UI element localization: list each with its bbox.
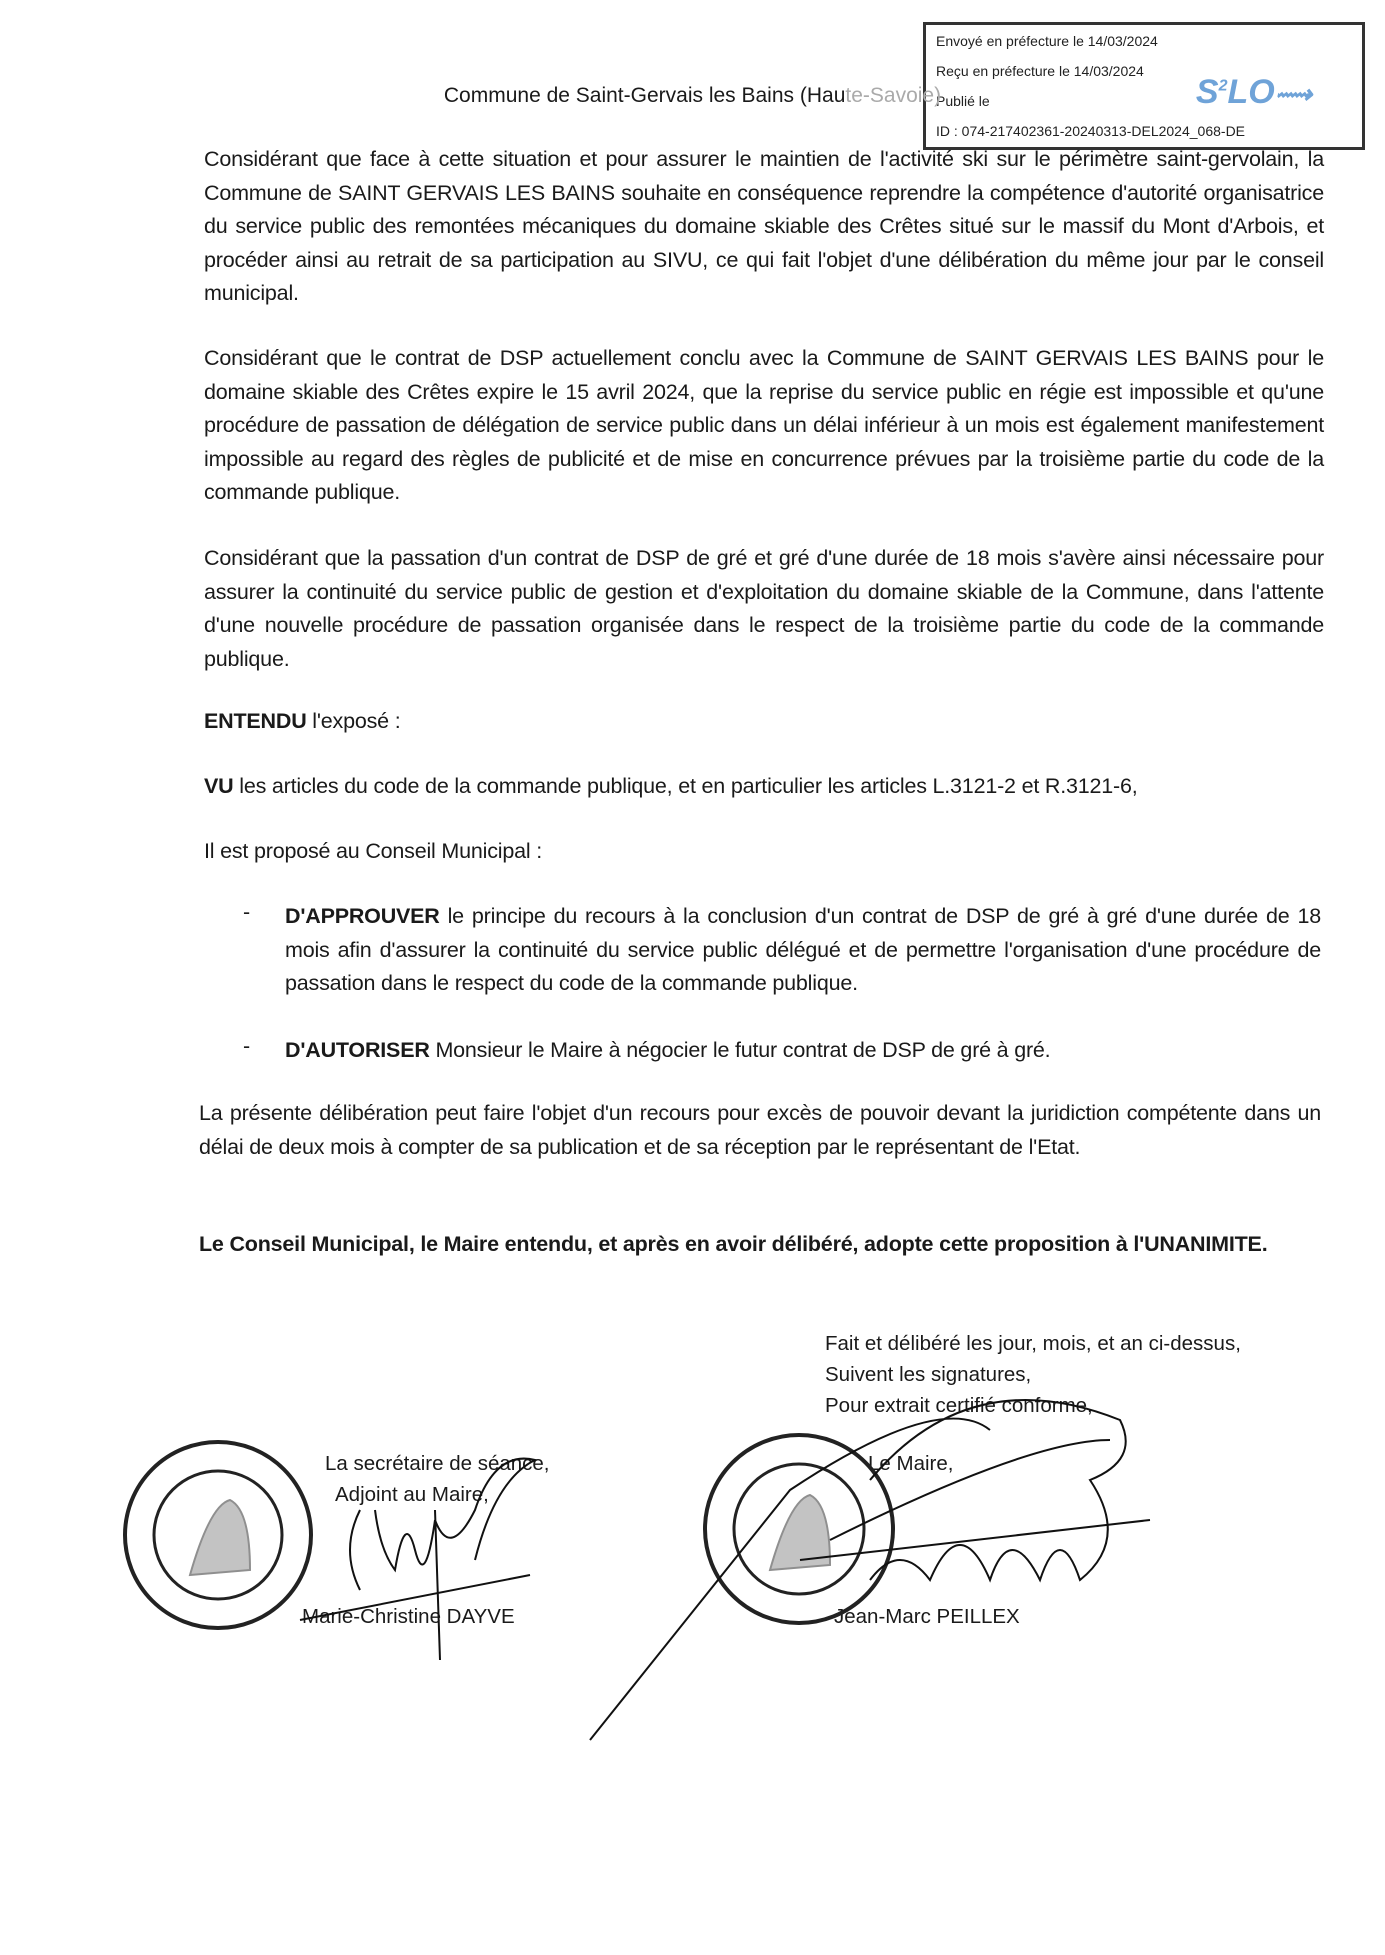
bullet-dash: - xyxy=(243,900,251,924)
entendu-bold: ENTENDU xyxy=(204,709,307,733)
signature-mayor xyxy=(590,1400,1150,1740)
closing-line: Pour extrait certifié conforme, xyxy=(825,1394,1093,1417)
secretary-role-2: Adjoint au Maire, xyxy=(335,1483,489,1506)
paragraph-1: Considérant que face à cette situation et pour assurer le maintien de l'activité ski sur le périmètre saint-gervolain, la Commune de SAINT GERVAIS LES BAINS souhaite en conséquence reprendre la compétence d'autorité organisatrice du service public des remontées mécaniques du domaine skiable des Crêtes situé sur le massif du Mont d'Arbois, et procéder ainsi au retrait de sa participation au SIVU, ce qui fait l'objet d'une délibération du même jour par le conseil municipal. xyxy=(204,147,1324,305)
paragraph-3: Considérant que la passation d'un contrat de DSP de gré et gré d'une durée de 18 mois s'avère ainsi nécessaire pour assurer la continuité du service public de gestion et d'exploitation du domaine skiable de la Commune, dans l'attente d'une nouvelle procédure de passation organisée dans le respect de la troisième partie du code de la commande publique. xyxy=(204,546,1324,671)
vu-text: les articles du code de la commande publique, et en particulier les articles L.3121-2 et R.3121-6, xyxy=(233,774,1138,798)
header-title-faded: te-Savoie) xyxy=(845,84,942,107)
conclusion-paragraph: Le Conseil Municipal, le Maire entendu, et après en avoir délibéré, adopte cette proposition à l'UNANIMITE. xyxy=(199,1232,1268,1256)
mayor-name: Jean-Marc PEILLEX xyxy=(834,1605,1020,1628)
seal-right xyxy=(705,1435,893,1623)
closing-line: Fait et délibéré les jour, mois, et an ci-dessus, xyxy=(825,1332,1241,1355)
paragraph-2: Considérant que le contrat de DSP actuellement conclu avec la Commune de SAINT GERVAIS LES BAINS pour le domaine skiable des Crêtes expire le 15 avril 2024, que la reprise du service public en régie est impossible et qu'une procédure de passation de délégation de service public dans un délai inférieur à un mois est également manifestement impossible au regard des règles de publicité et de mise en concurrence prévues par la troisième partie du code de la commande publique. xyxy=(204,346,1324,504)
act-id: ID : 074-217402361-20240313-DEL2024_068-DE xyxy=(936,123,1246,139)
header-title: Commune de Saint-Gervais les Bains (Hau xyxy=(443,84,846,107)
approve-bold: D'APPROUVER xyxy=(285,904,440,928)
mayor-role: Le Maire, xyxy=(868,1452,954,1475)
closing-line: Suivent les signatures, xyxy=(825,1363,1032,1386)
authorize-bold: D'AUTORISER xyxy=(285,1038,430,1062)
entendu-text: l'exposé : xyxy=(306,709,401,733)
secretary-role: La secrétaire de séance, xyxy=(325,1452,550,1475)
vu-bold: VU xyxy=(204,774,234,798)
secretary-name: Marie-Christine DAYVE xyxy=(302,1605,515,1628)
published-label: Publié le xyxy=(936,93,990,109)
recours-paragraph: La présente délibération peut faire l'objet d'un recours pour excès de pouvoir devant la juridiction compétente dans un délai de deux mois à compter de sa publication et de sa réception par le représentant de l'Etat. xyxy=(199,1101,1321,1159)
authorize-text: Monsieur le Maire à négocier le futur contrat de DSP de gré à gré. xyxy=(429,1038,1051,1062)
approve-text: le principe du recours à la conclusion d'un contrat de DSP de gré à gré d'une durée de 18 mois afin d'assurer la continuité du service public délégué et de permettre l'organisation d'une procédure de passation dans le respect du code de la commande publique. xyxy=(285,904,1321,995)
seal-left xyxy=(125,1442,311,1628)
s2lo-logo: $S^2LO⟿$ xyxy=(1195,73,1312,111)
proposal-intro: Il est proposé au Conseil Municipal : xyxy=(204,839,542,863)
received-date: Reçu en préfecture le 14/03/2024 xyxy=(936,63,1144,79)
signature-secretary xyxy=(300,1459,535,1660)
sent-date: Envoyé en préfecture le 14/03/2024 xyxy=(936,33,1158,49)
bullet-dash: - xyxy=(243,1034,251,1058)
